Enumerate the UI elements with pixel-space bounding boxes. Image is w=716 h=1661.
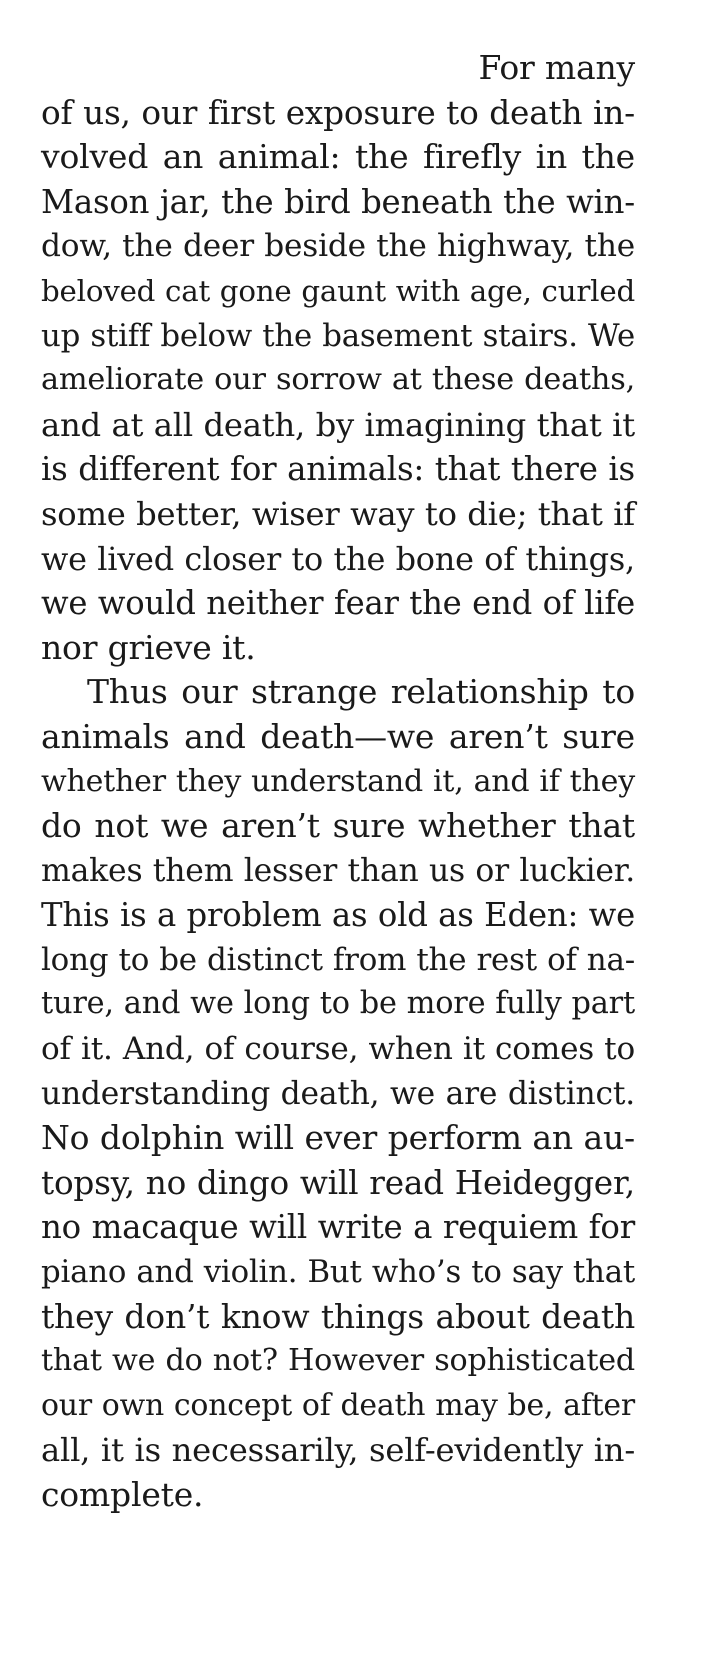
text-line: Mason jar, the bird beneath the win- [41,182,635,221]
text-line: our own concept of death may be, after [41,1387,635,1423]
text-line: ture, and we long to be more fully part [41,986,635,1022]
text-page [41,46,635,1518]
text-line: volved an animal: the firefly in the [41,137,635,177]
text-line: This is a problem as old as Eden: we [41,896,635,935]
text-line: is different for animals: that there is [41,450,635,489]
text-line: complete. [41,1475,204,1514]
text-line: all, it is necessarily, self-evidently in- [41,1431,635,1470]
text-line: animals and death—we aren’t sure [41,716,635,756]
text-line: ameliorate our sorrow at these deaths, [41,362,635,398]
text-line: up stiff below the basement stairs. We [41,317,635,354]
text-line: piano and violin. But who’s to say that [41,1254,635,1291]
text-line: no macaque will write a requiem for [41,1208,635,1247]
text-line: makes them lesser than us or luckier. [41,852,635,889]
text-line: of it. And, of course, when it comes to [41,1031,635,1068]
text-line: and at all death, by imagining that it [41,405,635,444]
text-line: we lived closer to the bone of things, [41,539,635,578]
text-line: understanding death, we are distinct. [41,1075,635,1112]
text-line: whether they understand it, and if they [41,763,635,799]
text-line: do not we aren’t sure whether that [41,806,635,846]
text-line: nor grieve it. [41,627,256,667]
text-line: beloved cat gone gaunt with age, curled [41,273,635,308]
text-line: Thus our strange relationship to [87,672,635,712]
text-line: long to be distinct from the rest of na- [41,941,635,978]
text-line: we would neither fear the end of life [41,584,635,623]
paragraph-1 [41,46,635,670]
text-line: some better, wiser way to die; that if [41,494,635,533]
text-line: For many [478,48,635,87]
text-line: topsy, no dingo will read Heidegger, [41,1163,635,1202]
text-line: they don’t know things about death [41,1296,635,1336]
text-line: dow, the deer beside the highway, the [41,228,635,265]
text-line: of us, our first exposure to death in- [41,93,635,132]
paragraph-2 [41,670,635,1517]
text-line: No dolphin will ever perform an au- [41,1118,635,1158]
text-line: that we do not? However sophisticated [41,1343,635,1379]
